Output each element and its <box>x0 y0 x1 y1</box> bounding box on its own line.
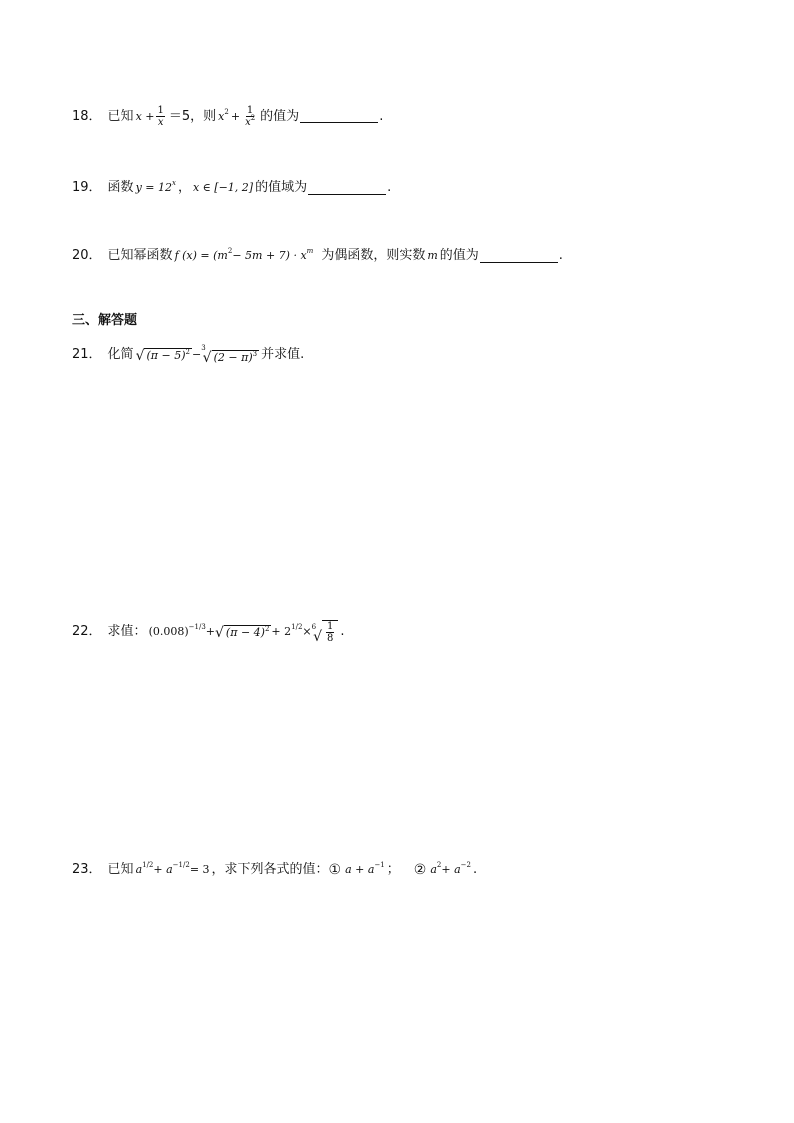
question-text: 求值： <box>107 624 147 639</box>
question-23: 23． 已知 a $^{1/2}$ + a $^{-1/2}$ = 3 ，求下列各式的值： ① a + a $^{-1}$ ； ② a $^2$ + a $^{-2}$ . <box>72 861 478 878</box>
sixth-root: 6 √ $\frac{1}{8}$ <box>312 620 339 644</box>
math-expression: (0.008) $^{-1/3}$ + √ $(\pi - 4)^2$ + 2 $^{1/2}$ × 6 √ $\frac{1}{8}$ <box>149 620 339 644</box>
question-text: ，求下列各式的值： <box>211 862 329 877</box>
math-expression: a $^2$ + a $^{-2}$ <box>430 861 471 876</box>
math-expression: f (x) = (m $^2$ − 5m + 7) · x $^m$ <box>174 247 314 262</box>
answer-blank[interactable] <box>480 250 558 263</box>
domain-expression: x ∈ [−1, 2] <box>192 181 254 194</box>
square-root: √ $(\pi - 4)^2$ <box>215 624 270 641</box>
math-expression: √ $(\pi - 5)^2$ − 3 √ $(2 - \pi)^3$ <box>135 344 258 366</box>
question-text: 的值为 <box>260 108 300 124</box>
math-expression: y = 12 $^x$ <box>135 179 176 194</box>
question-text: 已知 <box>107 862 134 877</box>
question-number: 21． <box>72 347 102 362</box>
question-number: 19． <box>72 180 102 195</box>
question-number: 22． <box>72 624 102 639</box>
math-expression: a $^{1/2}$ + a $^{-1/2}$ = 3 <box>135 861 210 876</box>
question-number: 18． <box>72 108 102 124</box>
math-expression: a + a $^{-1}$ <box>345 861 385 876</box>
cube-root: 3 √ $(2 - \pi)^3$ <box>201 344 258 366</box>
circled-number-1: ① <box>328 862 342 878</box>
answer-blank[interactable] <box>308 182 386 195</box>
question-text: 已知幂函数 <box>107 248 173 263</box>
fraction: $\frac{1}{x}$ <box>157 105 164 128</box>
question-text: 函数 <box>107 180 134 195</box>
question-21 <box>72 345 304 365</box>
square-root: √ $(\pi - 5)^2$ <box>135 347 190 364</box>
question-text: 已知 <box>107 108 134 124</box>
question-text: 的值域为 <box>255 180 308 195</box>
fraction: $\frac{1}{8}$ <box>327 621 334 644</box>
question-text: 的值为 <box>439 248 479 263</box>
question-20: 20． 已知幂函数 f (x) = (m $^2$ − 5m + 7) · x $^m$ 为偶函数，则实数 m 的值为 . <box>72 246 563 266</box>
circled-number-2: ② <box>413 862 427 878</box>
question-text: ，则 <box>190 108 217 124</box>
equals-value: ＝5 <box>168 108 191 124</box>
answer-blank[interactable] <box>300 110 378 123</box>
question-number: 20． <box>72 248 102 263</box>
question-22: 22． 求值： (0.008) $^{-1/3}$ + √ $(\pi - 4)^2$ + 2 $^{1/2}$ × 6 √ $\frac{1}{8}$ . <box>72 621 345 645</box>
question-18: 18． 已知 x + $\frac{1}{x}$ ＝5 ，则 x $^2$ + $\frac{1}{x^2}$ 的值为 . <box>72 105 384 128</box>
question-text: 化简 <box>107 347 134 362</box>
fraction: $\frac{1}{x^2}$ <box>245 105 256 128</box>
variable: m <box>427 249 438 262</box>
math-expression: x + $\frac{1}{x}$ <box>135 105 164 128</box>
math-expression: x $^2$ + $\frac{1}{x^2}$ <box>218 105 256 128</box>
section-title: 三、解答题 <box>72 313 138 328</box>
question-number: 23． <box>72 862 102 877</box>
question-19: 19． 函数 y = 12 $^x$ ， x ∈ [−1, 2] 的值域为 . <box>72 178 391 198</box>
question-text: 为偶函数，则实数 <box>321 248 426 263</box>
question-text: 并求值. <box>261 347 305 362</box>
